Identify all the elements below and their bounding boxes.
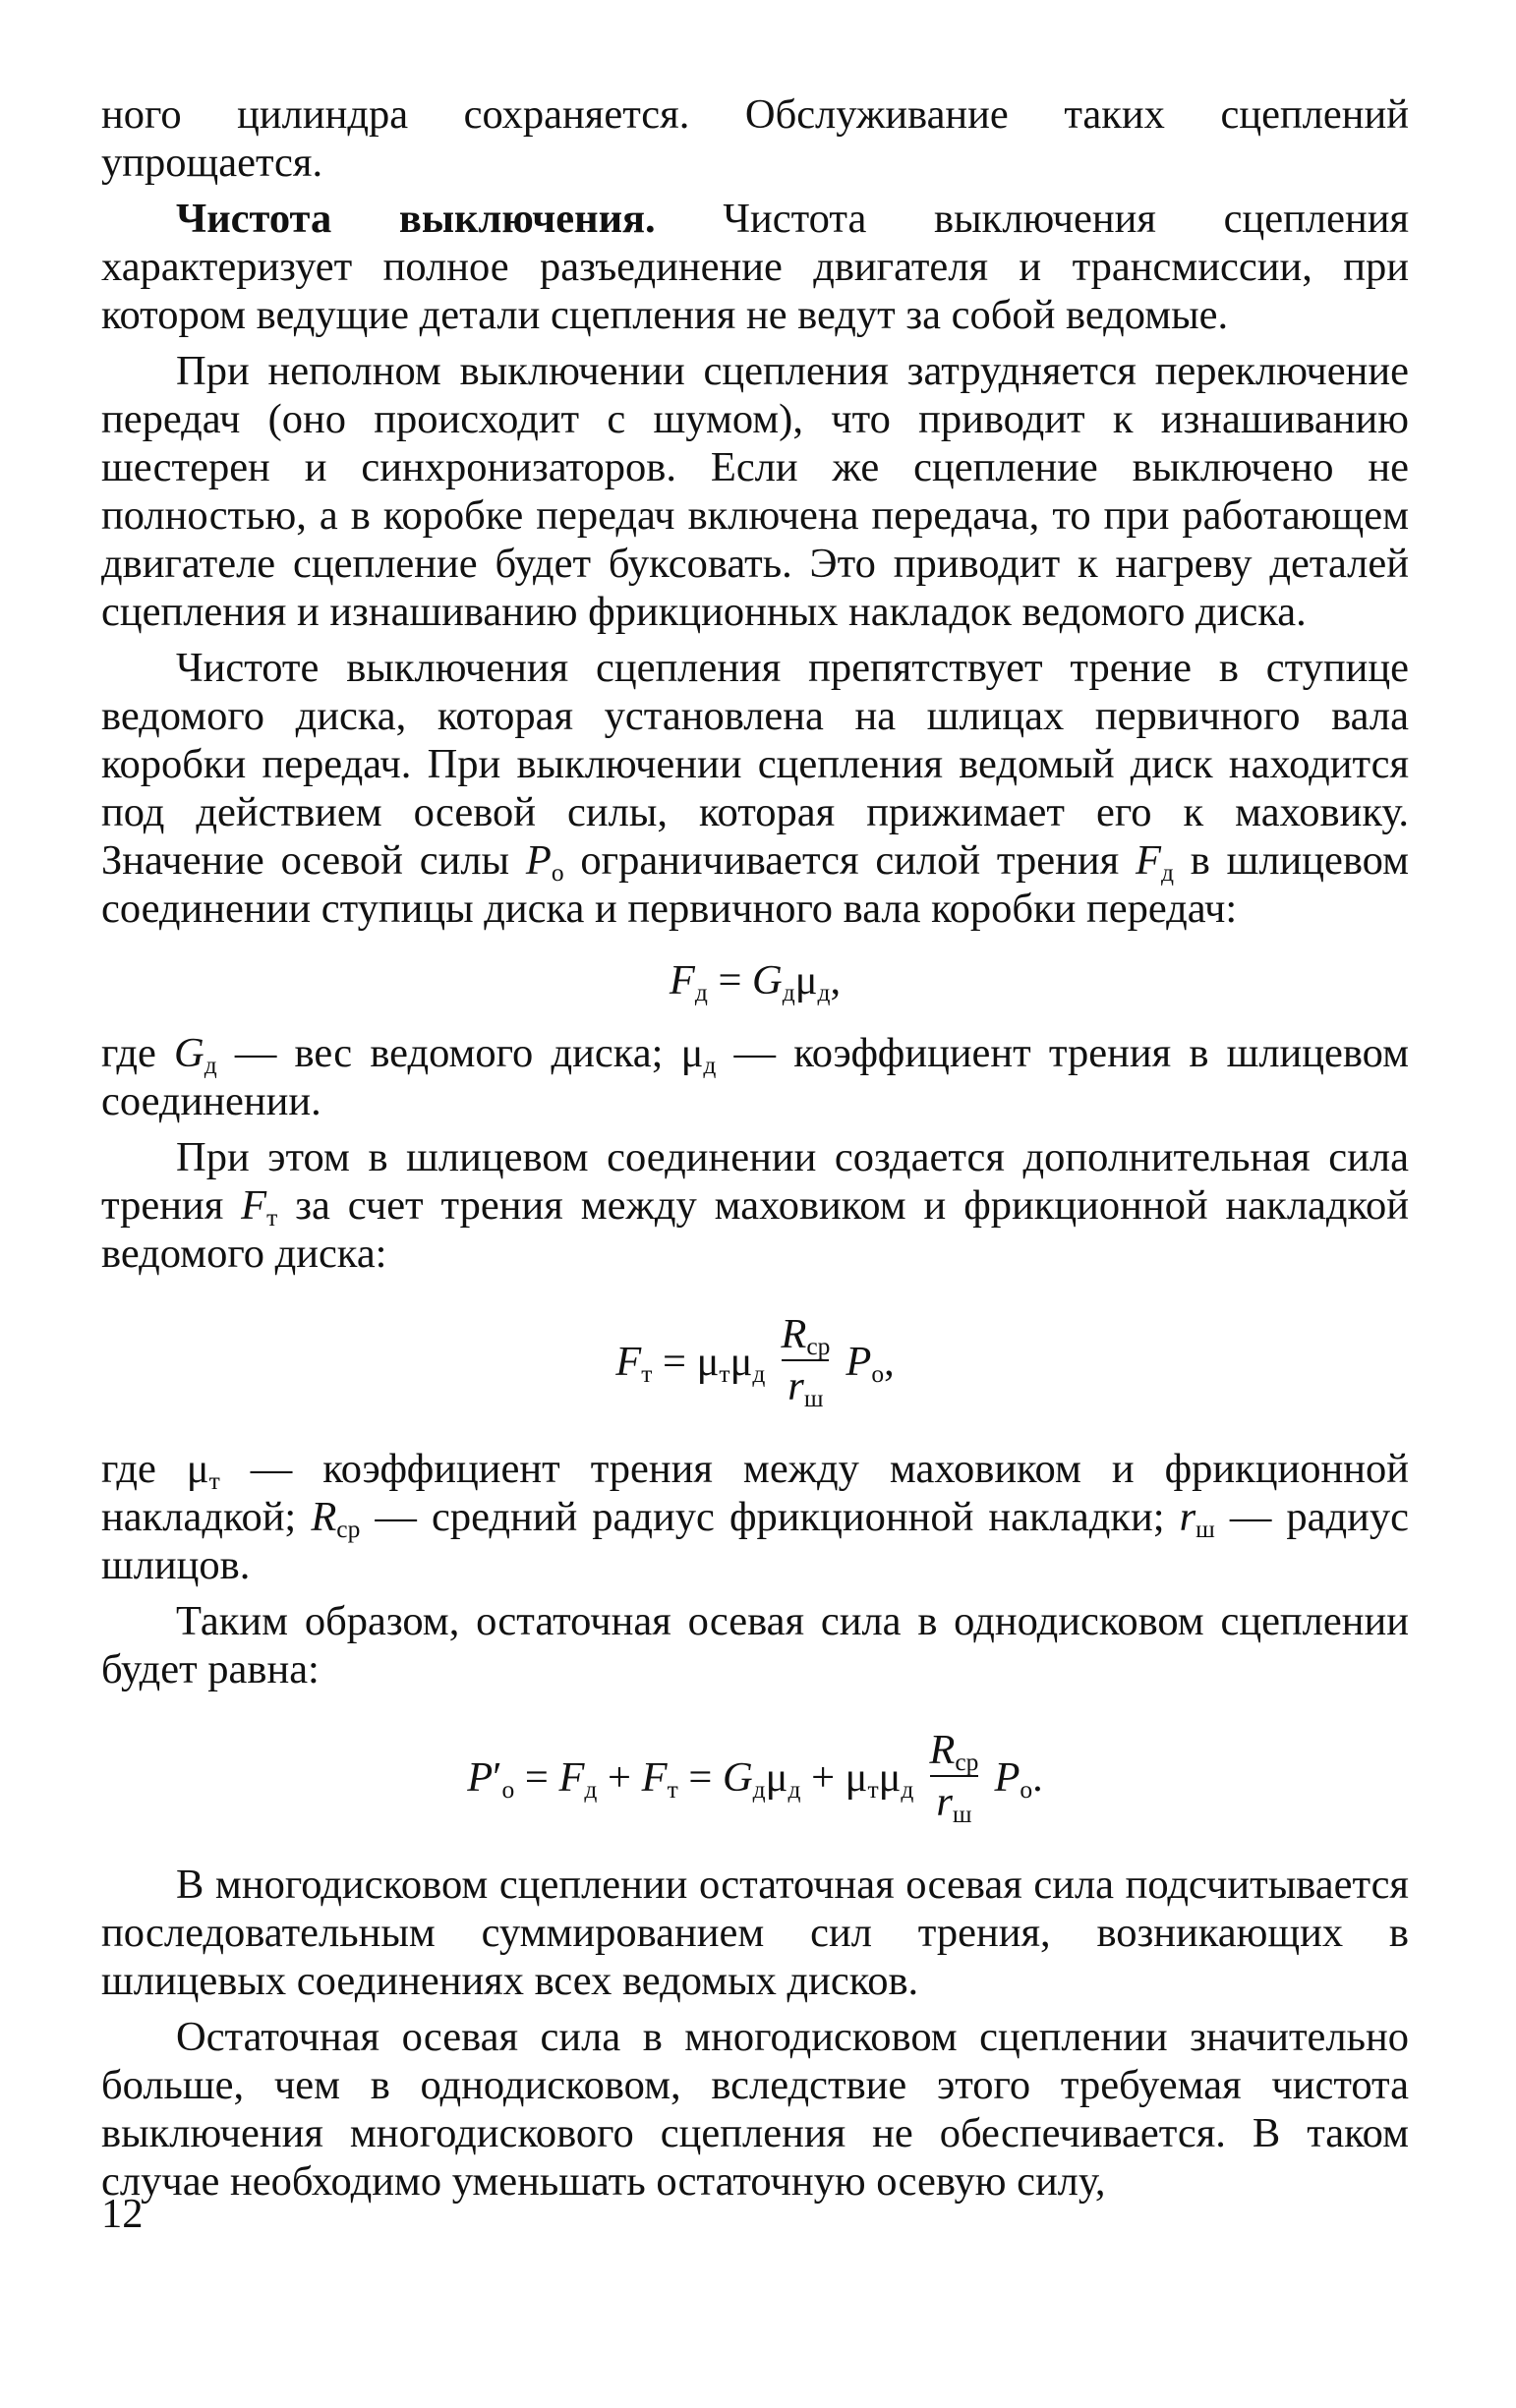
subscript-d: д bbox=[584, 1774, 598, 1804]
symbol-r: r bbox=[787, 1363, 804, 1409]
formula-1-end: , bbox=[830, 957, 842, 1003]
subscript-d: д bbox=[694, 978, 708, 1007]
symbol-P: P bbox=[525, 837, 552, 884]
paragraph-7-text-c: — средний радиус фрикционной накладки; bbox=[360, 1494, 1180, 1540]
symbol-G: G bbox=[174, 1030, 204, 1076]
paragraph-4 bbox=[101, 644, 1409, 933]
paragraph-5-text-c: — коэффициент трения в шлицевом соединении. bbox=[101, 1030, 1410, 1124]
subscript-d: д bbox=[204, 1051, 217, 1080]
formula-3-equals-2: = bbox=[677, 1753, 723, 1801]
symbol-R: R bbox=[781, 1311, 807, 1357]
subscript-t: т bbox=[719, 1358, 730, 1388]
subscript-d: д bbox=[752, 1358, 766, 1388]
symbol-mu: μ bbox=[729, 1338, 753, 1385]
symbol-R: R bbox=[311, 1494, 337, 1540]
paragraph-2-text: Чистота выключения сцепления характеризует полное разъединение двигателя и трансмиссии, при котором ведущие детали сцепления не ведут за собой ведомые. bbox=[101, 196, 1409, 338]
formula-2 bbox=[101, 1278, 1409, 1445]
symbol-F: F bbox=[615, 1338, 642, 1385]
fraction-R-over-r bbox=[923, 1726, 984, 1828]
symbol-R: R bbox=[929, 1727, 956, 1773]
symbol-G: G bbox=[752, 957, 783, 1003]
subscript-t: т bbox=[641, 1358, 653, 1388]
subscript-t: т bbox=[667, 1774, 678, 1804]
paragraph-7-text-b: — коэффициент трения между маховиком и фрикционной накладкой; bbox=[101, 1446, 1409, 1540]
subscript-d: д bbox=[817, 978, 831, 1007]
symbol-mu: μ bbox=[186, 1446, 209, 1492]
formula-2-right bbox=[845, 1338, 894, 1386]
paragraph-4-text-b: ограничивается силой трения bbox=[563, 837, 1136, 884]
symbol-F: F bbox=[1135, 837, 1161, 884]
subscript-o: о bbox=[551, 858, 564, 888]
symbol-F: F bbox=[669, 957, 695, 1003]
paragraph-4-text-a: Чистоте выключения сцепления препятствует трение в ступице ведомого диска, которая установлена на шлицах первичного вала коробки передач. При выключении сцепления ведомый диск находится под действием осевой силы, которая прижимает его к маховику. Значение осевой силы bbox=[101, 645, 1409, 884]
symbol-P: P bbox=[845, 1338, 872, 1385]
subscript-sh: ш bbox=[1195, 1515, 1215, 1544]
formula-2-end: , bbox=[884, 1338, 895, 1385]
subscript-o: о bbox=[871, 1358, 885, 1388]
formula-2-equals: = bbox=[652, 1338, 697, 1385]
paragraph-6-text-a: При этом в шлицевом соединении создается дополнительная сила трения bbox=[101, 1134, 1409, 1229]
paragraph-2 bbox=[101, 195, 1409, 339]
symbol-r: r bbox=[936, 1779, 953, 1825]
paragraph-5 bbox=[101, 1029, 1409, 1125]
symbol-mu: μ bbox=[878, 1753, 902, 1801]
paragraph-9 bbox=[101, 1861, 1409, 2005]
formula-3-plus-2: + bbox=[800, 1753, 845, 1801]
formula-3-right bbox=[994, 1753, 1042, 1802]
paragraph-3-text: При неполном выключении сцепления затрудняется переключение передач (оно происходит с шумом), что приводит к изнашиванию шестерен и синхронизаторов. Если же сцепление выключено не полностью, а в коробке передач включена передача, то при работающем двигателе сцепление будет буксовать. Это приводит к нагреву деталей сцепления и изнашиванию фрикционных накладок ведомого диска. bbox=[101, 348, 1409, 635]
paragraph-10-text: Остаточная осевая сила в многодисковом сцеплении значительно больше, чем в однодисковом, вследствие этого требуемая чистота выключения многодискового сцепления не обеспечивается. В таком случае необходимо уменьшать остаточную осевую силу, bbox=[101, 2014, 1409, 2205]
subscript-d: д bbox=[752, 1774, 766, 1804]
subscript-o: о bbox=[501, 1774, 515, 1804]
subscript-d: д bbox=[787, 1774, 801, 1804]
symbol-G: G bbox=[722, 1753, 753, 1801]
paragraph-6-text-b: за счет трения между маховиком и фрикционной накладкой ведомого диска: bbox=[101, 1182, 1409, 1277]
page-number: 12 bbox=[101, 2191, 144, 2237]
paragraph-8 bbox=[101, 1597, 1409, 1693]
symbol-F: F bbox=[558, 1753, 585, 1801]
paragraph-6 bbox=[101, 1133, 1409, 1278]
symbol-F: F bbox=[241, 1182, 267, 1229]
fraction-numerator bbox=[775, 1310, 836, 1359]
symbol-P: P bbox=[994, 1753, 1020, 1801]
paragraph-5-text-b: — вес ведомого диска; bbox=[216, 1030, 681, 1076]
symbol-mu: μ bbox=[765, 1753, 788, 1801]
paragraph-9-text: В многодисковом сцеплении остаточная осевая сила подсчитывается последовательным суммированием сил трения, возникающих в шлицевых соединениях всех ведомых дисков. bbox=[101, 1862, 1409, 2004]
symbol-r: r bbox=[1179, 1494, 1196, 1540]
section-heading: Чистота выключения. bbox=[176, 196, 656, 242]
symbol-mu: μ bbox=[696, 1338, 720, 1385]
subscript-d: д bbox=[901, 1774, 914, 1804]
formula-3-end: . bbox=[1032, 1753, 1043, 1801]
formula-2-left bbox=[615, 1338, 765, 1386]
subscript-t: т bbox=[867, 1774, 879, 1804]
symbol-mu: μ bbox=[794, 957, 818, 1003]
fraction-denominator bbox=[782, 1359, 829, 1412]
symbol-mu: μ bbox=[680, 1030, 704, 1076]
subscript-d: д bbox=[703, 1051, 717, 1080]
paragraph-7 bbox=[101, 1445, 1409, 1589]
symbol-mu: μ bbox=[845, 1753, 868, 1801]
subscript-sh: ш bbox=[803, 1384, 824, 1413]
subscript-d: д bbox=[782, 978, 795, 1007]
subscript-t: т bbox=[266, 1203, 278, 1233]
subscript-cp: ср bbox=[806, 1332, 831, 1361]
paragraph-5-text-a: где bbox=[101, 1030, 174, 1076]
subscript-o: о bbox=[1020, 1774, 1033, 1804]
subscript-sh: ш bbox=[952, 1800, 972, 1829]
subscript-t: т bbox=[208, 1466, 220, 1496]
formula-3-left bbox=[467, 1753, 913, 1802]
fraction-denominator bbox=[930, 1775, 977, 1828]
subscript-cp: ср bbox=[336, 1515, 361, 1544]
formula-3 bbox=[101, 1693, 1409, 1861]
symbol-prime: ′ bbox=[493, 1753, 502, 1801]
symbol-P: P bbox=[467, 1753, 494, 1801]
formula-1 bbox=[101, 933, 1409, 1029]
formula-3-plus-1: + bbox=[597, 1753, 642, 1801]
fraction-numerator bbox=[923, 1726, 984, 1775]
paragraph-8-text: Таким образом, остаточная осевая сила в однодисковом сцеплении будет равна: bbox=[101, 1598, 1409, 1692]
subscript-d: д bbox=[1160, 858, 1174, 888]
formula-3-equals-1: = bbox=[514, 1753, 559, 1801]
paragraph-4-text-c: в шлицевом соединении ступицы диска и первичного вала коробки передач: bbox=[101, 837, 1409, 932]
paragraph-7-text-d: — радиус шлицов. bbox=[101, 1494, 1409, 1588]
paragraph-10 bbox=[101, 2013, 1409, 2206]
fraction-R-over-r bbox=[775, 1310, 836, 1412]
paragraph-3 bbox=[101, 347, 1409, 636]
paragraph-1 bbox=[101, 90, 1409, 187]
subscript-cp: ср bbox=[955, 1748, 979, 1777]
page-text bbox=[101, 90, 1409, 2206]
paragraph-7-text-a: где bbox=[101, 1446, 187, 1492]
symbol-F: F bbox=[641, 1753, 668, 1801]
paragraph-1-text: ного цилиндра сохраняется. Обслуживание таких сцеплений упрощается. bbox=[101, 91, 1409, 186]
formula-1-equals: = bbox=[707, 957, 753, 1003]
